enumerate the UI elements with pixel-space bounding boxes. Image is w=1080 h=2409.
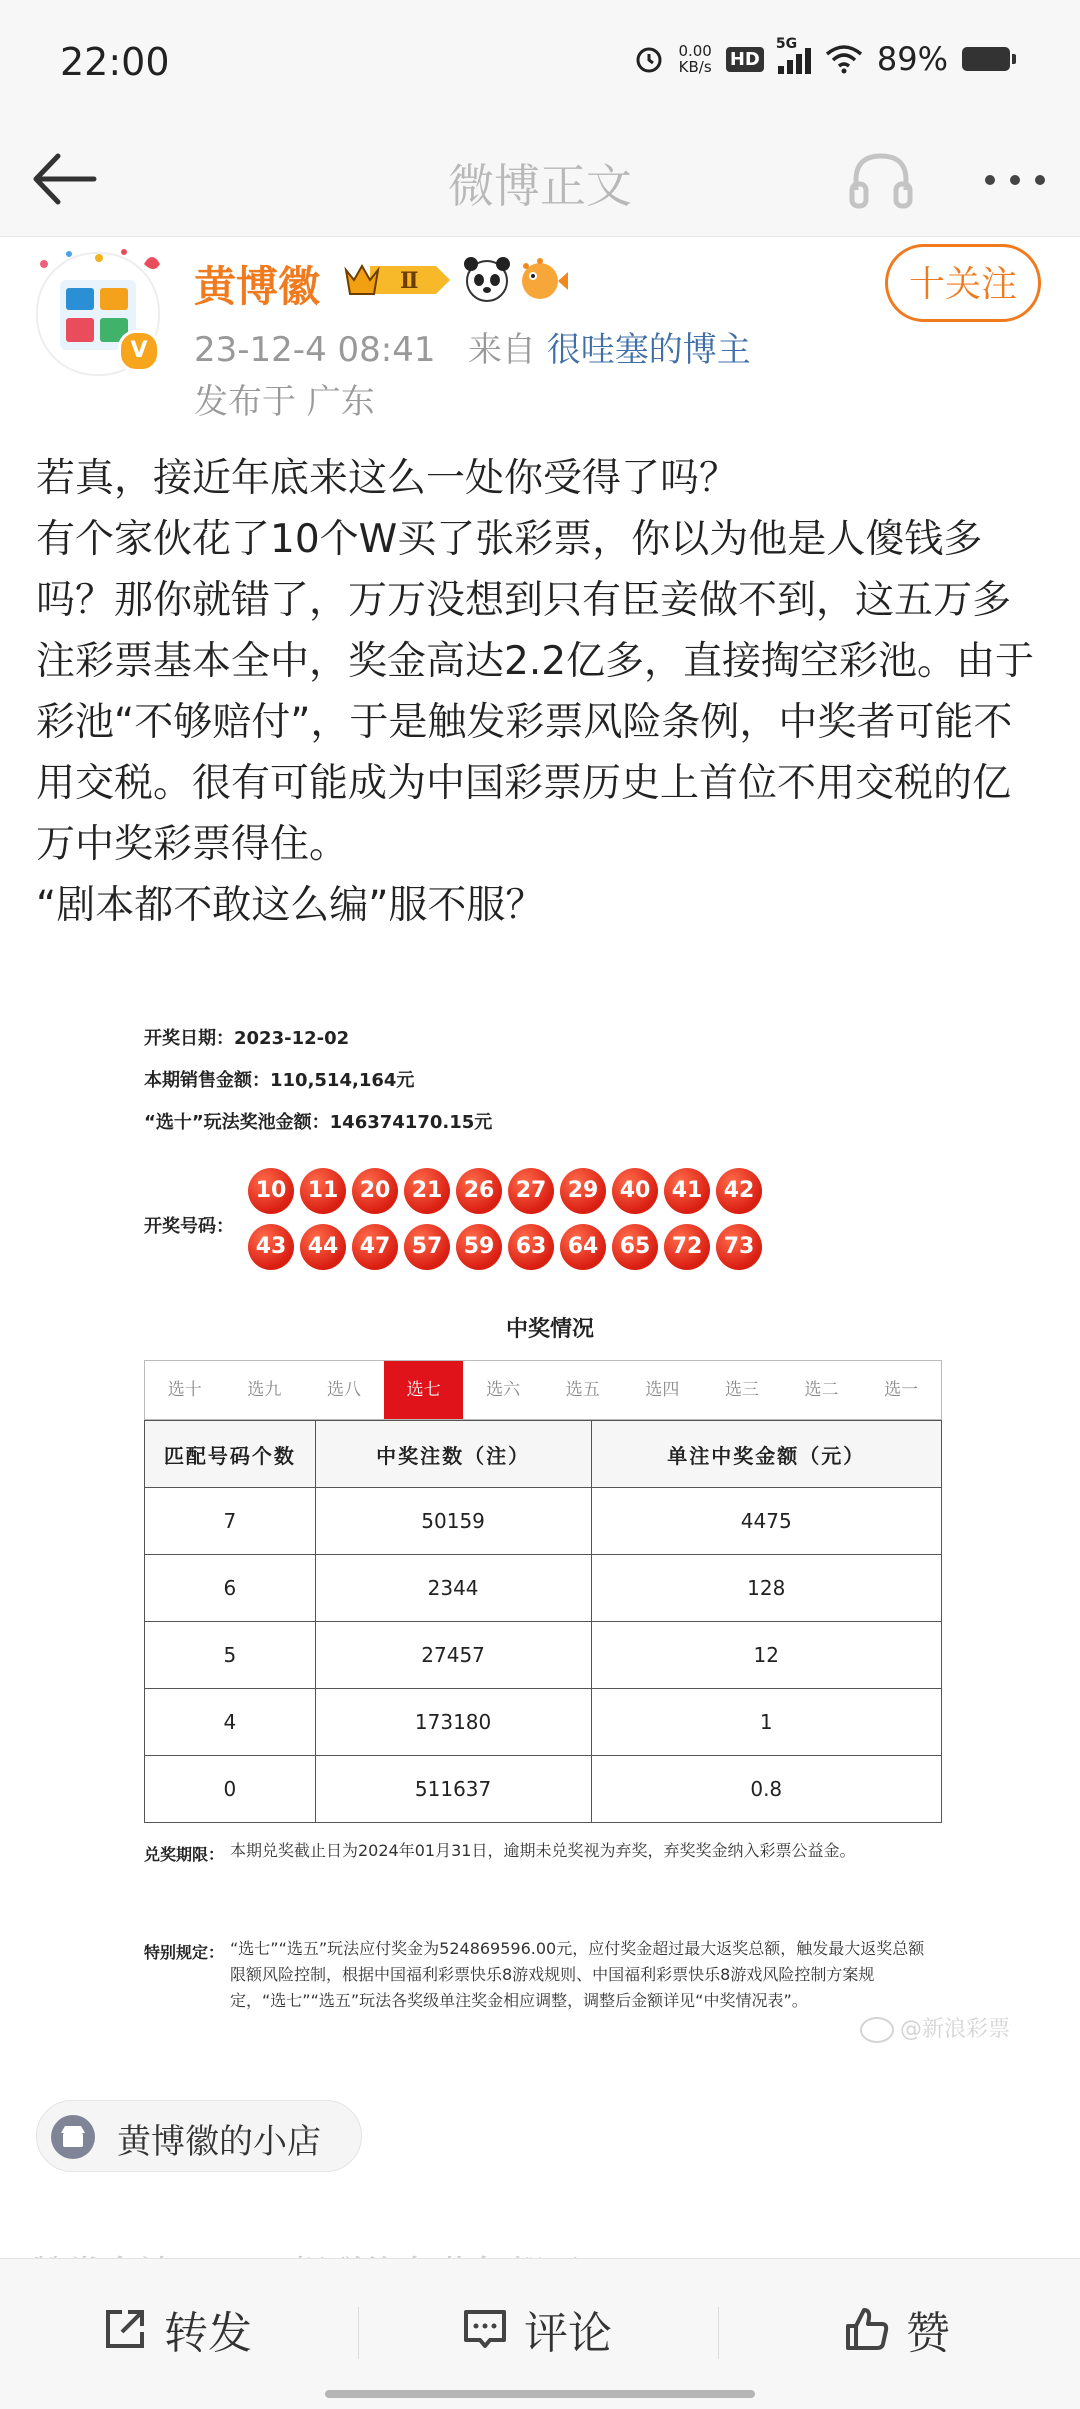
table-row	[145, 1488, 942, 1555]
table-row	[145, 1555, 942, 1622]
winning-ball: 73	[716, 1224, 762, 1270]
source-prefix: 来自	[467, 330, 536, 370]
post-line: 若真，接近年底来这么一处你受得了吗？	[36, 456, 739, 501]
table-cell: 4	[145, 1689, 316, 1756]
follow-button[interactable]: 十关注	[885, 244, 1041, 322]
tab-5: 选六	[486, 1380, 521, 1400]
post-line: 有个家伙花了10个W买了张彩票，你以为他是人傻钱多吗？那你就错了，万万没想到只有臣妾做不到，这五万多注彩票基本全中，奖金高达2.2亿多，直接掏空彩池。由于彩池“不够赔付”，于是触发彩票风险条例，中奖者可能不用交税。很有可能成为中国彩票历史上首位不用交税的亿万中奖彩票得住。	[36, 517, 1035, 867]
table-cell: 511637	[315, 1756, 591, 1823]
table-header: 单注中奖金额（元）	[591, 1421, 942, 1488]
table-cell: 12	[591, 1622, 942, 1689]
comment-label: 评论	[524, 2308, 612, 2359]
tab-4: 选七	[384, 1361, 464, 1419]
table-cell: 128	[591, 1555, 942, 1622]
shop-label: 黄博徽的小店	[117, 2122, 321, 2162]
status-bar	[0, 0, 1080, 120]
table-cell: 1	[591, 1689, 942, 1756]
balls-label: 开奖号码：	[144, 1216, 234, 1237]
comment-icon	[460, 2304, 510, 2354]
comment-button[interactable]	[460, 2299, 612, 2359]
table-row	[145, 1622, 942, 1689]
table-cell: 4475	[591, 1488, 942, 1555]
winning-ball: 57	[404, 1224, 450, 1270]
battery-percent: 89%	[876, 40, 948, 78]
weibo-logo-icon	[860, 2017, 894, 2043]
tab-3: 选八	[326, 1380, 361, 1400]
net-speed: 0.00 KB/s	[678, 42, 712, 76]
shop-icon	[51, 2115, 95, 2159]
winning-ball: 72	[664, 1224, 710, 1270]
winning-ball: 64	[560, 1224, 606, 1270]
prize-section-title: 中奖情况	[505, 1317, 594, 1342]
like-label: 赞	[906, 2308, 950, 2359]
hd-badge: HD	[726, 47, 764, 72]
table-cell: 27457	[315, 1622, 591, 1689]
tab-2: 选九	[247, 1380, 282, 1400]
tab-8: 选三	[724, 1380, 759, 1400]
table-header: 匹配号码个数	[145, 1421, 316, 1488]
winning-ball: 21	[404, 1168, 450, 1214]
draw-date: 开奖日期：2023-12-02	[144, 1028, 350, 1049]
lottery-result-image[interactable]	[120, 1000, 1011, 2050]
claim-text: 本期兑奖截止日为2024年01月31日，逾期未兑奖视为弃奖，弃奖奖金纳入彩票公益金。	[230, 1841, 856, 1860]
nav-bar	[0, 120, 1080, 237]
winning-ball: 27	[508, 1168, 554, 1214]
claim-label: 兑奖期限：	[144, 1845, 225, 1864]
winning-ball: 65	[612, 1224, 658, 1270]
rule-label: 特别规定：	[144, 1943, 225, 1962]
alarm-icon	[634, 44, 664, 74]
post-line: “剧本都不敢这么编”服不服？	[36, 883, 545, 928]
winning-ball: 20	[352, 1168, 398, 1214]
tab-9: 选二	[804, 1380, 839, 1400]
table-row	[145, 1689, 942, 1756]
winning-ball: 29	[560, 1168, 606, 1214]
repost-button[interactable]	[100, 2299, 252, 2359]
table-cell: 173180	[315, 1689, 591, 1756]
bottom-action-bar	[0, 2258, 1080, 2409]
repost-label: 转发	[164, 2308, 252, 2359]
winning-ball: 43	[248, 1224, 294, 1270]
wifi-icon	[825, 44, 863, 74]
tab-6: 选五	[565, 1380, 600, 1400]
tab-1: 选十	[167, 1380, 202, 1400]
table-cell: 0	[145, 1756, 316, 1823]
post-text	[36, 448, 1046, 936]
table-cell: 7	[145, 1488, 316, 1555]
panda-icon	[462, 254, 512, 304]
status-time: 22:00	[60, 40, 170, 84]
tab-10: 选一	[884, 1380, 919, 1400]
signal-icon: 5G	[778, 44, 811, 74]
table-cell: 50159	[315, 1488, 591, 1555]
home-indicator[interactable]	[325, 2390, 755, 2398]
post-date: 23-12-4 08:41	[194, 330, 436, 370]
divider	[718, 2307, 719, 2359]
post-location: 发布于 广东	[194, 382, 375, 422]
nav-title: 微博正文	[448, 159, 632, 213]
table-cell: 2344	[315, 1555, 591, 1622]
post-meta	[194, 322, 751, 371]
tab-7: 选四	[645, 1380, 680, 1400]
winning-ball: 10	[248, 1168, 294, 1214]
winning-ball: 40	[612, 1168, 658, 1214]
winning-ball: 59	[456, 1224, 502, 1270]
like-button[interactable]	[842, 2299, 950, 2359]
table-header: 中奖注数（注）	[315, 1421, 591, 1488]
more-icon[interactable]	[980, 170, 1050, 190]
table-cell: 0.8	[591, 1756, 942, 1823]
winning-ball: 47	[352, 1224, 398, 1270]
author-name[interactable]: 黄博徽	[194, 262, 321, 311]
pool-amount: “选十”玩法奖池金额：146374170.15元	[144, 1112, 493, 1133]
status-icons	[634, 36, 1010, 78]
table-row	[145, 1756, 942, 1823]
winning-ball: 63	[508, 1224, 554, 1270]
play-type-tabs	[144, 1360, 942, 1420]
confetti-decoration	[24, 244, 174, 284]
winning-ball: 42	[716, 1168, 762, 1214]
svg-text:Ⅱ: Ⅱ	[400, 268, 419, 294]
prize-table	[144, 1420, 942, 1823]
headset-icon[interactable]	[846, 146, 916, 216]
watermark: @新浪彩票	[860, 2012, 1010, 2043]
winning-ball: 11	[300, 1168, 346, 1214]
verified-badge: V	[118, 330, 160, 372]
winning-ball: 41	[664, 1168, 710, 1214]
battery-icon	[962, 47, 1010, 71]
post-source-link[interactable]: 很哇塞的博主	[546, 330, 751, 370]
pufferfish-icon	[516, 254, 568, 304]
sales-amount: 本期销售金额：110,514,164元	[144, 1070, 415, 1091]
table-cell: 5	[145, 1622, 316, 1689]
divider	[358, 2307, 359, 2359]
repost-icon	[100, 2304, 150, 2354]
thumbs-up-icon	[842, 2304, 892, 2354]
winning-ball: 44	[300, 1224, 346, 1270]
shop-chip[interactable]	[36, 2100, 362, 2172]
vip-crown-badge	[340, 258, 454, 302]
rule-text: “选七”“选五”玩法应付奖金为524869596.00元，应付奖金超过最大返奖总额，触发最大返奖总额限额风险控制，根据中国福利彩票快乐8游戏规则、中国福利彩票快乐8游戏风险控制方案规定，“选七”“选五”玩法各奖级单注奖金相应调整，调整后金额详见“中奖情况表”。	[230, 1939, 925, 2010]
table-cell: 6	[145, 1555, 316, 1622]
winning-ball: 26	[456, 1168, 502, 1214]
